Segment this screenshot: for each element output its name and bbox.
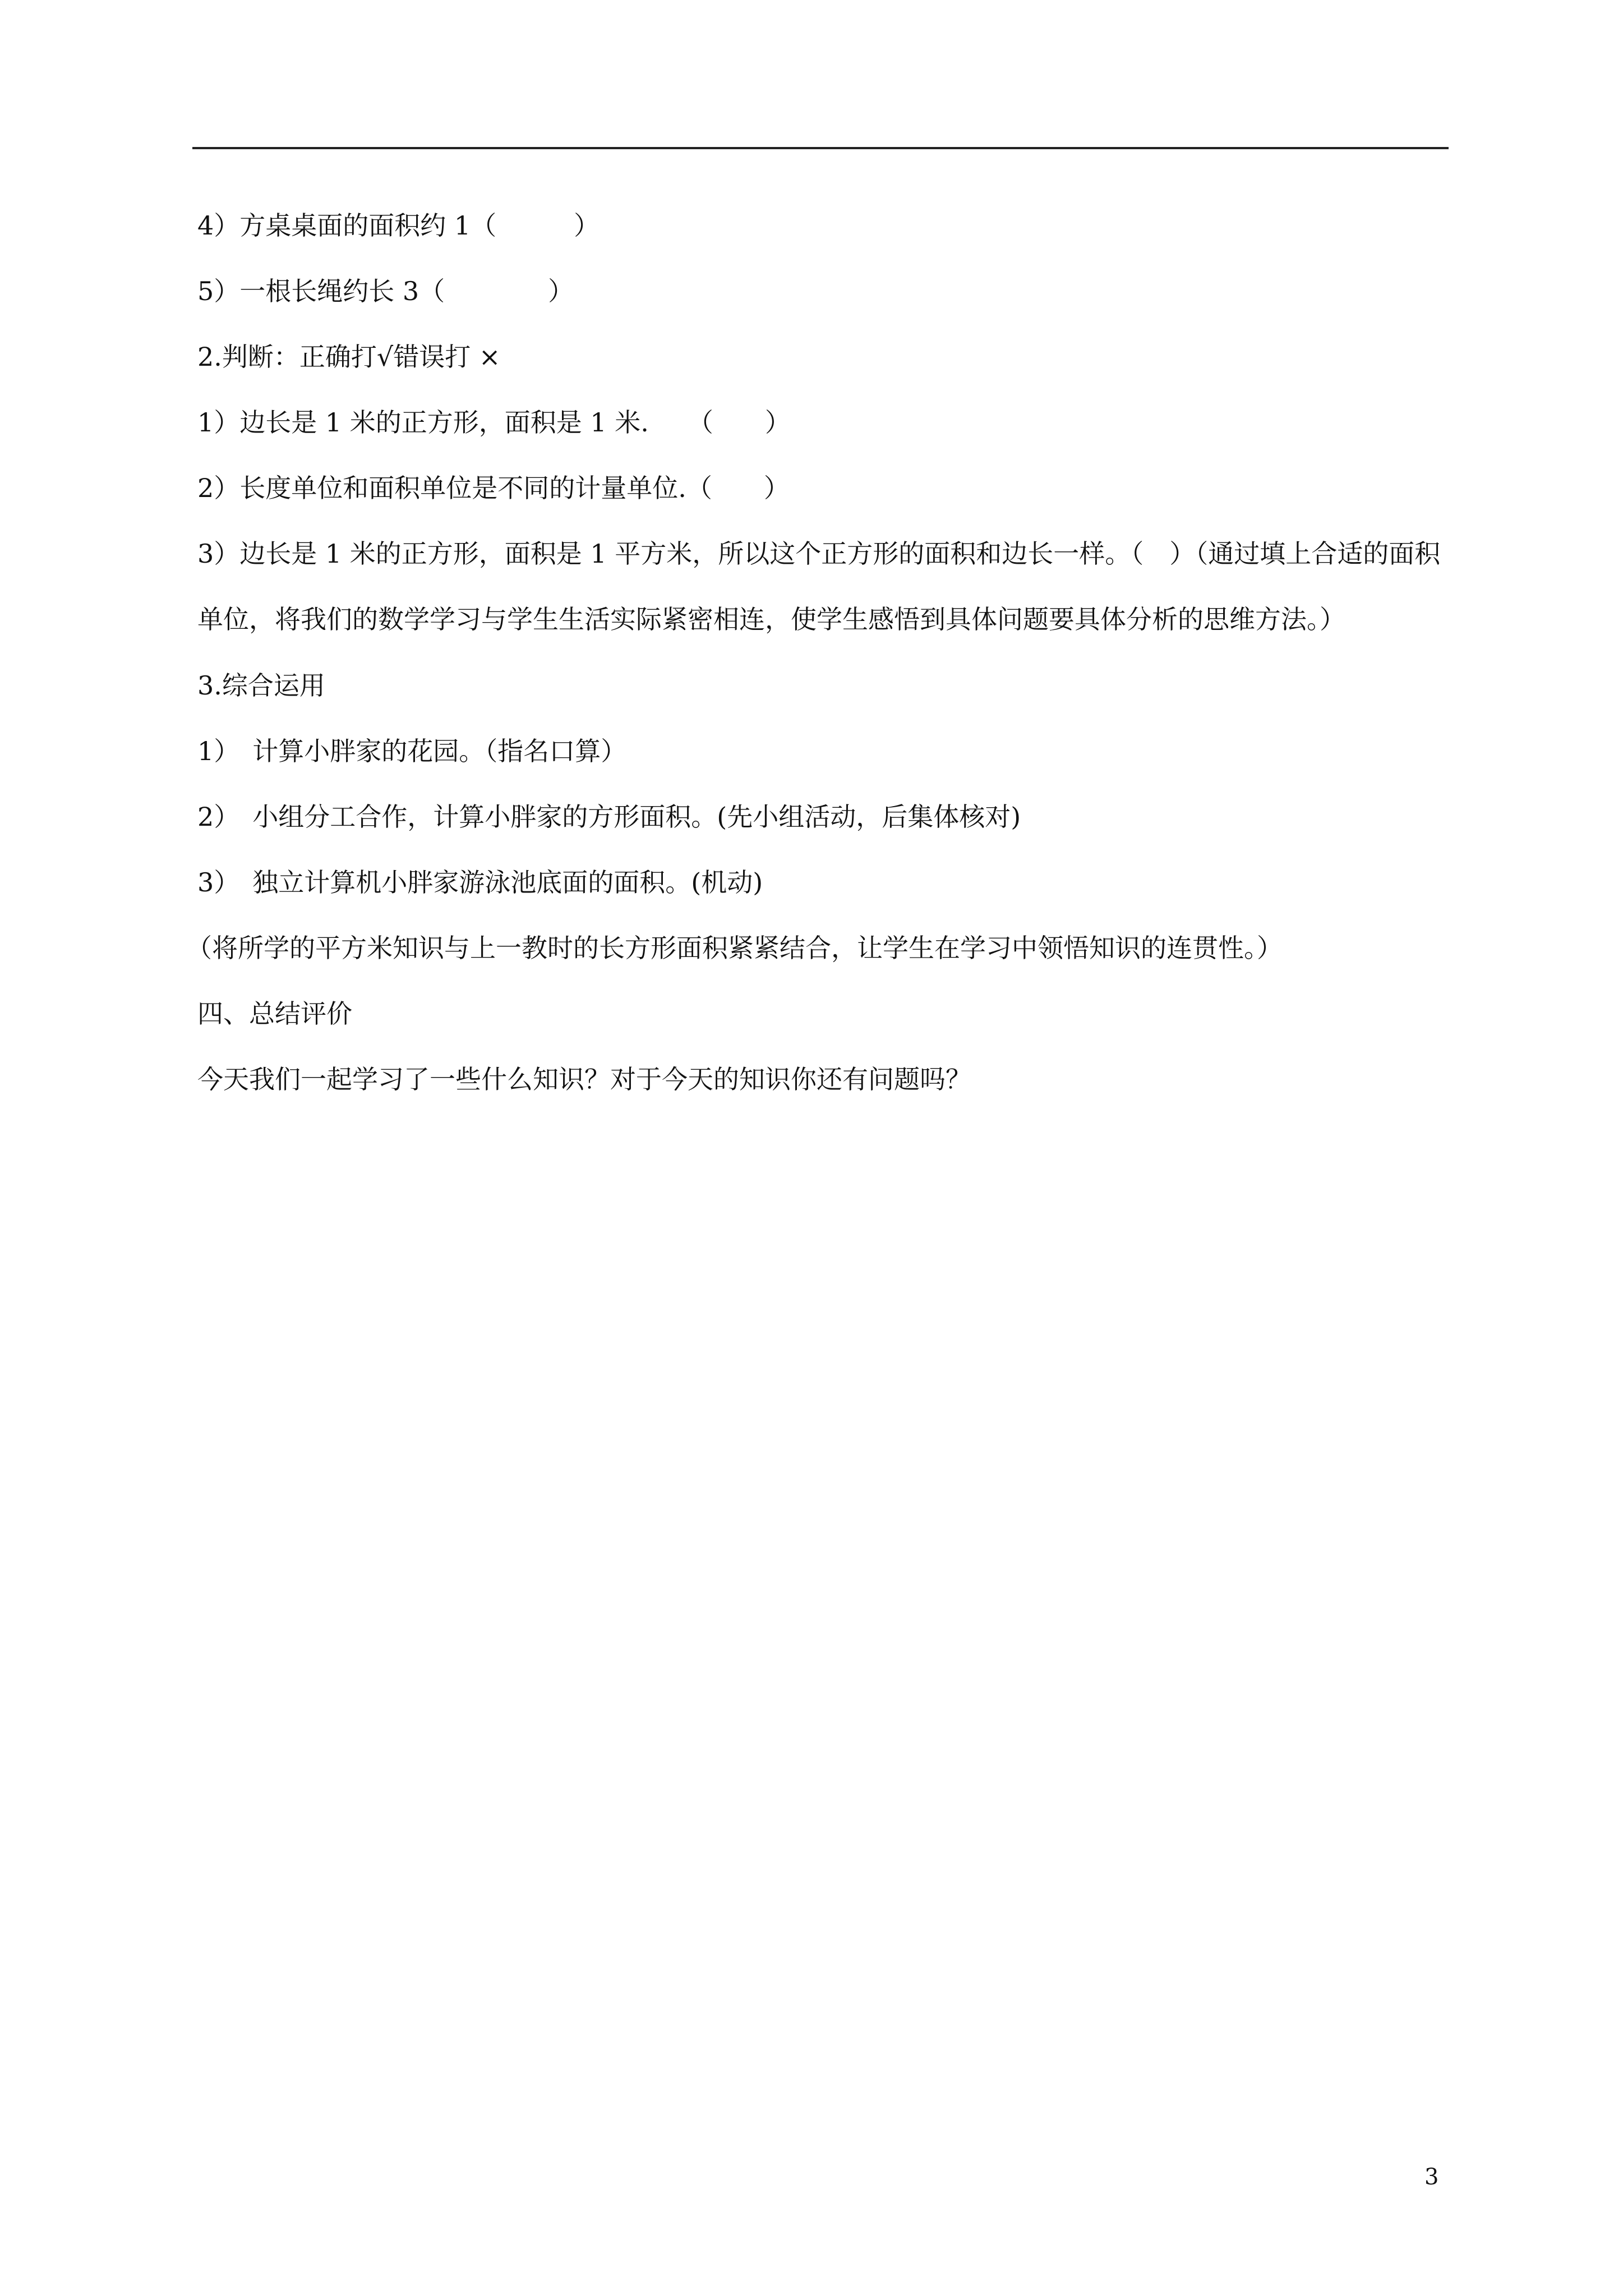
section-3-title: 3.综合运用 bbox=[197, 670, 325, 701]
apply-item-1: 1） 计算小胖家的花园。（指名口算） bbox=[197, 736, 627, 766]
fill-item-4: 4）方桌桌面的面积约 1（ ） bbox=[197, 210, 600, 241]
apply-item-3: 3） 独立计算机小胖家游泳池底面的面积。(机动) bbox=[197, 867, 763, 898]
apply-item-2: 2） 小组分工合作，计算小胖家的方形面积。(先小组活动，后集体核对) bbox=[197, 802, 1021, 832]
document-body bbox=[186, 209, 1454, 1128]
judge-item-2: 2）长度单位和面积单位是不同的计量单位.（ ） bbox=[197, 473, 790, 503]
judge-item-1: 1）边长是 1 米的正方形，面积是 1 米. （ ） bbox=[197, 407, 791, 438]
judge-item-3-paragraph: 3）边长是 1 米的正方形，面积是 1 平方米，所以这个正方形的面积和边长一样。（ ）（通过填上合适的面积单位，将我们的数学学习与学生生活实际紧密相连，使学生感悟到具体问题要具体分析的思维方法。） bbox=[197, 539, 1441, 634]
page-number: 3 bbox=[1424, 2164, 1439, 2190]
closing-question: 今天我们一起学习了一些什么知识？对于今天的知识你还有问题吗？ bbox=[197, 1064, 971, 1094]
judge-heading: 2.判断：正确打√错误打 × bbox=[197, 342, 501, 372]
fill-item-5: 5）一根长绳约长 3（ ） bbox=[197, 276, 574, 306]
header-rule bbox=[192, 147, 1449, 149]
teaching-note: （将所学的平方米知识与上一教时的长方形面积紧紧结合，让学生在学习中领悟知识的连贯性。） bbox=[186, 933, 1283, 963]
section-4-title: 四、总结评价 bbox=[197, 999, 352, 1029]
